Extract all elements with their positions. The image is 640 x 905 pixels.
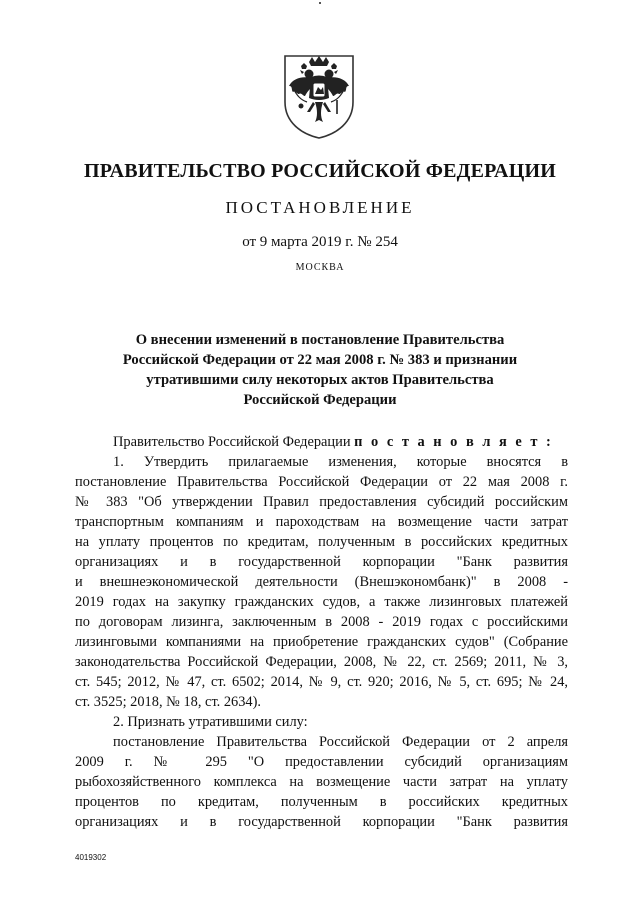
paragraph1-line: организациях и в государственной корпорации "Банк развития: [75, 554, 568, 570]
paragraph1-line: транспортным компаниям и пароходствам на возмещение части затрат: [75, 514, 568, 530]
document-date-number: от 9 марта 2019 г. № 254: [242, 234, 398, 250]
document-code: 4019302: [75, 853, 107, 862]
paragraph1-line: № 383 "Об утверждении Правил предоставления субсидий российским: [75, 494, 568, 510]
document-type: ПОСТАНОВЛЕНИЕ: [225, 198, 415, 217]
document-city: МОСКВА: [295, 262, 345, 273]
title-line: Российской Федерации от 22 мая 2008 г. № 383 и признании: [122, 352, 518, 368]
paragraph1-line: законодательства Российской Федерации, 2008, № 22, ст. 2569; 2011, № 3,: [75, 654, 568, 670]
paragraph2-heading: 2. Признать утратившими силу:: [113, 714, 308, 730]
decree-word: п о с т а н о в л я е т :: [354, 434, 554, 450]
title-line: О внесении изменений в постановление Правительства: [135, 332, 505, 348]
government-name: ПРАВИТЕЛЬСТВО РОССИЙСКОЙ ФЕДЕРАЦИИ: [84, 160, 556, 182]
paragraph1-line: по договорам лизинга, заключенным в 2008 - 2019 годах с российскими: [75, 614, 568, 630]
paragraph1-line: ст. 545; 2012, № 47, ст. 6502; 2014, № 9, ст. 920; 2016, № 5, ст. 695; № 24,: [75, 674, 568, 690]
document-body: [75, 432, 568, 832]
paragraph1-line: на уплату процентов по кредитам, полученным в российских кредитных: [75, 534, 568, 550]
paragraph2-line: 2009 г. № 295 "О предоставлении субсидий организациям: [75, 754, 568, 770]
paragraph2-line: постановление Правительства Российской Федерации от 2 апреля: [113, 734, 568, 750]
paragraph2-line: рыбохозяйственного комплекса на возмещение части затрат на уплату: [75, 774, 568, 790]
russian-coat-of-arms-icon: [279, 50, 359, 140]
paragraph2-line: организациях и в государственной корпорации "Банк развития: [75, 814, 568, 830]
title-line: Российской Федерации: [243, 392, 397, 408]
intro-text: Правительство Российской Федерации: [113, 434, 351, 450]
paragraph1-line: 1. Утвердить прилагаемые изменения, которые вносятся в: [113, 454, 568, 470]
paragraph2-line: процентов по кредитам, полученным в российских кредитных: [75, 794, 568, 810]
paragraph1-line: и внешнеэкономической деятельности (Внешэкономбанк)" в 2008 -: [75, 574, 568, 590]
paragraph1-line: лизинговыми компаниями на приобретение гражданских судов" (Собрание: [75, 634, 568, 650]
paragraph1-line: ст. 3525; 2018, № 18, ст. 2634).: [75, 694, 262, 710]
document-title: [80, 330, 560, 410]
scan-mark: [319, 2, 321, 4]
intro-line: [75, 432, 568, 452]
paragraph1-line: 2019 годах на закупку гражданских судов, а также лизинговых платежей: [75, 594, 568, 610]
title-line: утратившими силу некоторых актов Правительства: [146, 372, 494, 388]
paragraph1-line: постановление Правительства Российской Федерации от 22 мая 2008 г.: [75, 474, 568, 490]
